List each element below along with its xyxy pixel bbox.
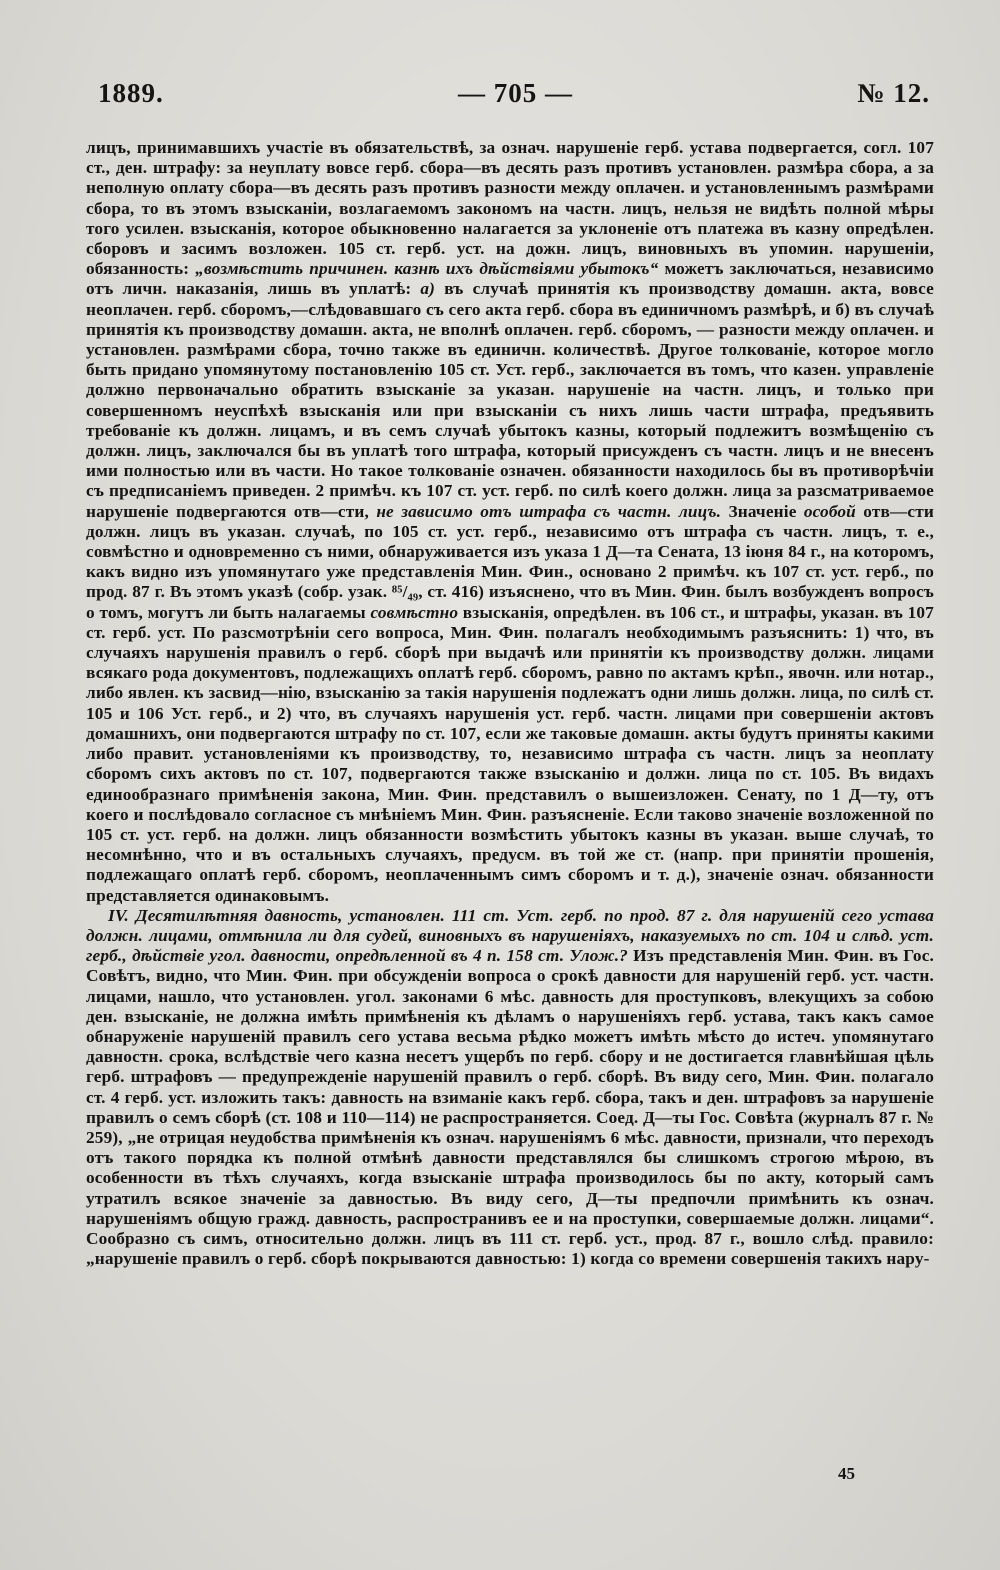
paragraph-2: [86, 906, 934, 1270]
signature-mark: 45: [838, 1464, 855, 1483]
paragraph1-run: „возмѣстить причинен. казнѣ ихъ дѣйствіями убытокъ“: [195, 259, 659, 279]
paragraph1-run: а): [420, 279, 436, 299]
page-header: [98, 78, 930, 118]
header-year: 1889.: [98, 78, 164, 108]
paragraph2-run: Изъ представленія Мин. Фин. въ Гос. Совѣтъ, видно, что Мин. Фин. при обсужденіи вопроса о срокѣ давности для нарушеній герб. уст. частн. лицами, нашло, что установлен. угол. законами 6 мѣс. давность для проступковъ, влекущихъ за собою ден. взысканіе, не должна имѣть примѣненія къ дѣламъ о нарушеніяхъ герб. устава, такъ какъ самое обнаруженіе нарушеній правилъ сего устава весьма рѣдко можетъ имѣть мѣсто до истеч. упомянутаго давностн. срока, вслѣдствіе чего казна несетъ ущербъ по герб. сбору и не достигается главнѣйшая цѣль герб. штрафовъ — предупрежденіе нарушеній правилъ о герб. сборѣ. Въ виду сего, Мин. Фин. полагало ст. 4 герб. уст. изложить такъ: давность на взиманіе какъ герб. сбора, такъ и ден. штрафовъ за нарушеніе правилъ о семъ сборѣ (ст. 108 и 110—114) не распространяется. Соед. Д—ты Гос. Совѣта (журналъ 87 г. № 259), „не отрицая неудобства примѣненія къ означ. нарушеніямъ 6 мѣс. давности, признали, что переходъ отъ такого порядка къ полной отмѣнѣ давности представлялся бы слишкомъ строгою мѣрою, въ особенности въ тѣхъ случаяхъ, когда взысканіе штрафа производилось бы по акту, который самъ утратилъ всякое значеніе за давностью. Въ виду сего, Д—ты предпочли примѣнить къ означ. нарушеніямъ общую гражд. давность, распространивъ ее и на проступки, совершаемые должн. лицами“. Сообразно съ симъ, относительно должн. лицъ въ 111 ст. герб. уст., прод. 87 г., вошло слѣд. правило: „нарушеніе правилъ о герб. сборѣ покрываются давностью: 1) когда со времени совершенія такихъ нару-: [86, 946, 934, 1269]
paragraph2-run: IV. Десятилѣтняя давность, установлен. 111 ст. Уст. герб. по прод. 87 г. для нарушеній сего устава должн. лицами, отмѣнила ли для судей, виновныхъ въ нарушеніяхъ, наказуемыхъ по ст. 104 и слѣд. уст. герб., дѣйствіе угол. давности, опредѣленной въ 4 п. 158 ст. Улож.?: [86, 905, 934, 966]
paragraph1-run: можетъ заключаться, независимо отъ личн. наказанія, лишь въ уплатѣ:: [86, 259, 934, 299]
paragraph1-run: отв—сти должн. лицъ въ указан. случаѣ, по 105 ст. уст. герб., независимо отъ штрафа съ частн. лицъ, т. е., совмѣстно и одновременно съ ними, обнаруживается изъ указа 1 Д—та Сената, 13 іюня 84 г., на которомъ, какъ видно изъ упомянутаго уже представленія Мин. Фин., основано 2 примѣч. къ 107 ст. уст. герб., по прод. 87 г. Въ этомъ указѣ (собр. узак. ⁸⁵/₄₉, ст. 416) изъяснено, что въ Мин. Фин. былъ возбужденъ вопросъ о томъ, могутъ ли быть налагаемы: [86, 501, 934, 622]
body-text: [86, 138, 934, 1269]
header-issue-number: № 12.: [857, 78, 930, 108]
paragraph-1: [86, 138, 934, 906]
paragraph1-run: взысканія, опредѣлен. въ 106 ст., и штрафы, указан. въ 107 ст. герб. уст. По разсмотрѣніи сего вопроса, Мин. Фин. полагалъ необходимымъ разъяснить: 1) что, въ случаяхъ нарушенія правилъ о герб. сборѣ при выдачѣ или принятіи къ производству должн. лицами всякаго рода документовъ, подлежащихъ оплатѣ герб. сборомъ, равно по актамъ крѣп., явочн. или нотар., либо явлен. къ засвид—нію, взысканію за такія нарушенія подлежатъ одни лишь должн. лица, по силѣ ст. 105 и 106 Уст. герб., и 2) что, въ случаяхъ нарушенія уст. герб. частн. лицами при совершеніи актовъ домашнихъ, они подвергаются штрафу по ст. 107, если же таковые домашн. акты будутъ приняты какими либо правит. установленіями къ производству, то, независимо штрафа съ частн. лицъ за неоплату сборомъ сихъ актовъ по ст. 107, подвергаются также взысканію и должн. лица по ст. 105. Въ видахъ единообразнаго примѣненія закона, Мин. Фин. представилъ о вышеизложен. Сенату, по 1 Д—ту, отъ коего и послѣдовало согласное съ мнѣніемъ Мин. Фин. разъясненіе. Если таково значеніе возложенной по 105 ст. уст. герб. на должн. лицъ обязанности возмѣстить убытокъ казны въ указан. выше случаѣ, то несомнѣнно, что и въ остальныхъ случаяхъ, предусм. въ той же ст. (напр. при принятіи прошенія, подлежащаго оплатѣ герб. сборомъ, неоплаченнымъ симъ сборомъ и т. д.), значеніе означ. обязанности представляется одинаковымъ.: [86, 602, 934, 905]
paragraph1-run: лицъ, принимавшихъ участіе въ обязательствѣ, за означ. нарушеніе герб. устава подвергается, согл. 107 ст., ден. штрафу: за неуплату вовсе герб. сбора—въ десять разъ противъ установлен. размѣра сбора, а за неполную оплату сбора—въ десять разъ противъ разности между оплачен. и установленнымъ размѣрами сбора, то въ этомъ взысканіи, возлагаемомъ закономъ на частн. лицъ, нельзя не видѣть полной мѣры того усилен. взысканія, которое обыкновенно налагается за уклоненіе отъ платежа въ казну опредѣлен. сборовъ и засимъ возложен. 105 ст. герб. уст. на дожн. лицъ, виновныхъ въ упомин. нарушеніи, обязанность:: [86, 138, 934, 279]
paragraph1-run: Значеніе: [721, 501, 804, 521]
paragraph1-run: особой: [803, 501, 856, 521]
paragraph1-run: не зависимо отъ штрафа съ частн. лицъ.: [376, 501, 722, 521]
header-page-number: — 705 —: [458, 78, 573, 108]
paragraph1-run: въ случаѣ принятія къ производству домашн. акта, вовсе неоплачен. герб. сборомъ,—слѣдовавшаго съ сего акта герб. сбора въ единичномъ размѣрѣ, и б) въ случаѣ принятія къ производству домашн. акта, не вполнѣ оплачен. герб. сборомъ, — разности между оплачен. и установлен. размѣрами сбора, точно также въ единичн. количествѣ. Другое толкованіе, которое могло быть придано упомянутому постановленію 105 ст. Уст. герб., заключается въ томъ, что казен. управленіе должно первоначально обратить взысканіе за указан. нарушеніе на частн. лицъ, и только при совершенномъ неуспѣхѣ взысканія или при взысканіи съ нихъ лишь части штрафа, предъявить требованіе къ должн. лицамъ, и въ семъ случаѣ убытокъ казны, который подлежитъ возмѣщенію съ должн. лицъ, заключался бы въ уплатѣ того штрафа, который присужденъ съ частн. лицъ и не внесенъ ими полностью или въ части. Но такое толкованіе означен. обязанности находилось бы въ противорѣчіи съ предписаніемъ приведен. 2 примѣч. къ 107 ст. уст. герб. по силѣ коего должн. лица за разсматриваемое нарушеніе подвергаются отв—сти,: [86, 279, 934, 521]
paragraph1-run: совмѣстно: [370, 602, 459, 622]
